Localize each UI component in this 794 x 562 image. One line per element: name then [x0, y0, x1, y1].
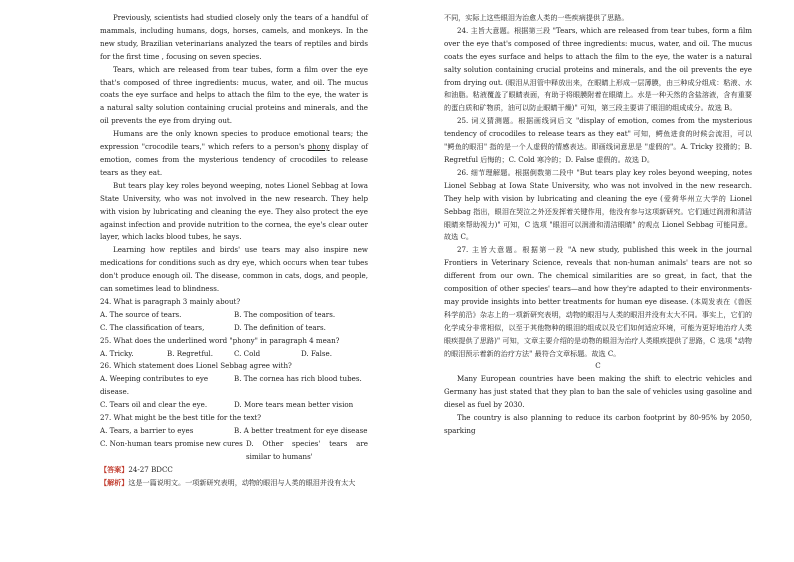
explanation-text: 这是一篇说明文。一项新研究表明，动物的眼泪与人类的眼泪并没有太大: [128, 477, 356, 487]
option-27c: C. Non-human tears promise new cures: [100, 438, 243, 448]
explanation-26: 26. 细节理解题。根据倒数第二段中 "But tears play key roles beyond weeping, notes Lionel Sebbag at Iowa State University, who was not involved in the new research. They help with vision by lubricating and cleaning the eye (爱荷华州立大学的 Lionel Sebbag 指出，眼泪在哭泣之外还发挥着关键作用，他没有参与这项新研究。它们通过润滑和清洁眼睛来帮助视力)" 可知，C 选项 "眼泪可以润滑和清洁眼睛" 的观点 Lionel Sebbag 可能同意。故选 C。: [444, 167, 752, 242]
question-27-options-row-2: [100, 438, 368, 464]
answer-tag: 【答案】: [100, 464, 129, 474]
explanation-24: 24. 主旨大意题。根据第三段 "Tears, which are released from tear tubes, form a film over the eye that's composed of three ingredients: mucus, water, and oil. The mucus coats the eyes surface and helps to attach the film to the eye, the water is a natural salty solution containing crucial proteins and minerals, and the oil prevents the eye from drying out. (眼泪从泪管中释放出来，在眼睛上形成一层薄膜，由三种成分组成：粘液、水和油脂。粘液覆盖了眼睛表面，有助于将眼膜附着在眼睛上。水是一种天然的含盐溶液，含有重要的蛋白质和矿物质，油可以防止眼睛干燥)" 可知，第三段主要讲了眼泪的组成成分。故选 B。: [444, 25, 752, 113]
question-24-options-row-2: [100, 322, 368, 335]
option-25c: C. Cold: [234, 348, 261, 358]
question-26-options-row-2: [100, 399, 368, 412]
option-27a: A. Tears, a barrier to eyes: [100, 426, 194, 435]
explanation-tag: 【解析】: [100, 477, 129, 487]
option-24a: A. The source of tears.: [100, 309, 182, 319]
question-24: 24. What is paragraph 3 mainly about?: [100, 296, 241, 306]
underlined-word-phony: phony: [307, 142, 330, 152]
question-27: 27. What might be the best title for the text?: [100, 413, 262, 423]
question-25: 25. What does the underlined word "phony" in paragraph 4 mean?: [100, 335, 340, 345]
option-26d: D. More tears mean better vision: [234, 400, 354, 410]
answer-line: [100, 464, 368, 477]
question-26: 26. Which statement does Lionel Sebbag agree with?: [100, 361, 292, 371]
passage-paragraph-5: Learning how reptiles and birds' use tears may also inspire new medications for conditions such as dry eye, which occurs when tear tubes don't produce enough oil. The disease, common in cats, dogs, and people, can sometimes lead to blindness.: [100, 245, 368, 294]
passage-c-paragraph-1: Many European countries have been making the shift to electric vehicles and Germany has just stated that they plan to ban the sale of vehicles using gasoline and diesel as fuel by 2030.: [444, 374, 752, 410]
question-26-options-row-1: [100, 373, 368, 399]
option-25d: D. False.: [301, 348, 332, 358]
explanation-line: [100, 477, 368, 490]
paragraph-3-text-b: display of emotion, comes from the mysterious tendency of crocodiles to release tears as they eat.: [100, 142, 368, 177]
question-27-options-row-1: [100, 425, 368, 438]
explanation-continued: 不同，实际上这些眼泪为治愈人类的一些疾病提供了思路。: [444, 13, 629, 22]
left-column: [100, 12, 368, 490]
option-24b: B. The composition of tears.: [234, 309, 336, 319]
paragraph-3-text-a: Humans are the only known species to produce emotional tears; the expression "crocodile tears," which refers to a person's: [100, 129, 368, 152]
section-heading-c: C: [595, 361, 601, 371]
explanation-25: 25. 词义猜测题。根据画线词后文 "display of emotion, comes from the mysterious tendency of crocodiles to release tears as they eat" 可知，鳄鱼进食的时候会流泪，可以 "鳄鱼的眼泪" 指的是一个人虚假的情感表达。即画线词意思是 "虚假的"。A. Tricky 狡猾的；B. Regretful 后悔的；C. Cold 寒冷的；D. False 虚假的。故选 D。: [444, 116, 752, 164]
right-column: [444, 12, 752, 438]
question-24-options-row-1: [100, 309, 368, 322]
passage-paragraph-3: [100, 128, 368, 180]
question-25-options: [100, 348, 368, 361]
option-26a: A. Weeping contributes to eye disease.: [100, 374, 209, 397]
passage-c-paragraph-2: The country is also planning to reduce its carbon footprint by 80-95% by 2050, sparking: [444, 413, 752, 435]
option-24d: D. The definition of tears.: [234, 322, 326, 332]
option-27b: B. A better treatment for eye disease: [234, 426, 368, 435]
option-25b: B. Regretful.: [167, 348, 213, 358]
option-25a: A. Tricky.: [100, 348, 134, 358]
option-26c: C. Tears oil and clear the eye.: [100, 400, 208, 410]
explanation-27: 27. 主旨大意题。根据第一段 "A new study, published this week in the journal Frontiers in Veterinary Science, reveals that non-human animals' tears are not so different from our own. The chemical similarities are so great, in fact, that the composition of other species' tears—and how they're adapted to their environments-may provide insights into better treatments for human eye disease. (本周发表在《兽医科学前沿》杂志上的一项新研究表明，动物的眼泪与人类的眼泪并没有太大不同。事实上，它们的化学成分非常相似，以至于其他物种的眼泪的组成以及它们如何适应环境，可能为更好地治疗人类眼疾提供了思路)" 可知，文章主要介绍的是动物的眼泪为治疗人类眼疾提供了思路，C 选项 "动物的眼泪预示着新的治疗方法" 最符合文章标题。故选 C。: [444, 245, 752, 358]
passage-paragraph-4: But tears play key roles beyond weeping, notes Lionel Sebbag at Iowa State University, who was not involved in the new research. They help with vision by lubricating and cleaning the eye. They also protect the eye against infection and provide nutrition to the cornea, the eye's clear outer layer, which lacks blood tubes, he says.: [100, 180, 368, 242]
option-27d: D. Other species' tears are similar to humans': [246, 438, 368, 461]
option-24c: C. The classification of tears,: [100, 322, 205, 332]
passage-paragraph-1: Previously, scientists had studied closely only the tears of a handful of mammals, including humans, dogs, horses, camels, and monkeys. In the new study, Brazilian veterinarians analyzed the tears of reptiles and birds for the first time , focusing on seven species.: [100, 13, 368, 61]
option-26b: B. The cornea has rich blood tubes.: [234, 374, 362, 384]
answer-value: 24-27 BDCC: [128, 464, 173, 474]
passage-paragraph-2: Tears, which are released from tear tubes, form a film over the eye that's composed of three ingredients: mucus, water, and oil. The mucus coats the eye surface and helps to attach the film to the eye, the water is a natural salty solution containing crucial proteins and minerals, and the oil prevents the eye from drying out.: [100, 64, 368, 126]
